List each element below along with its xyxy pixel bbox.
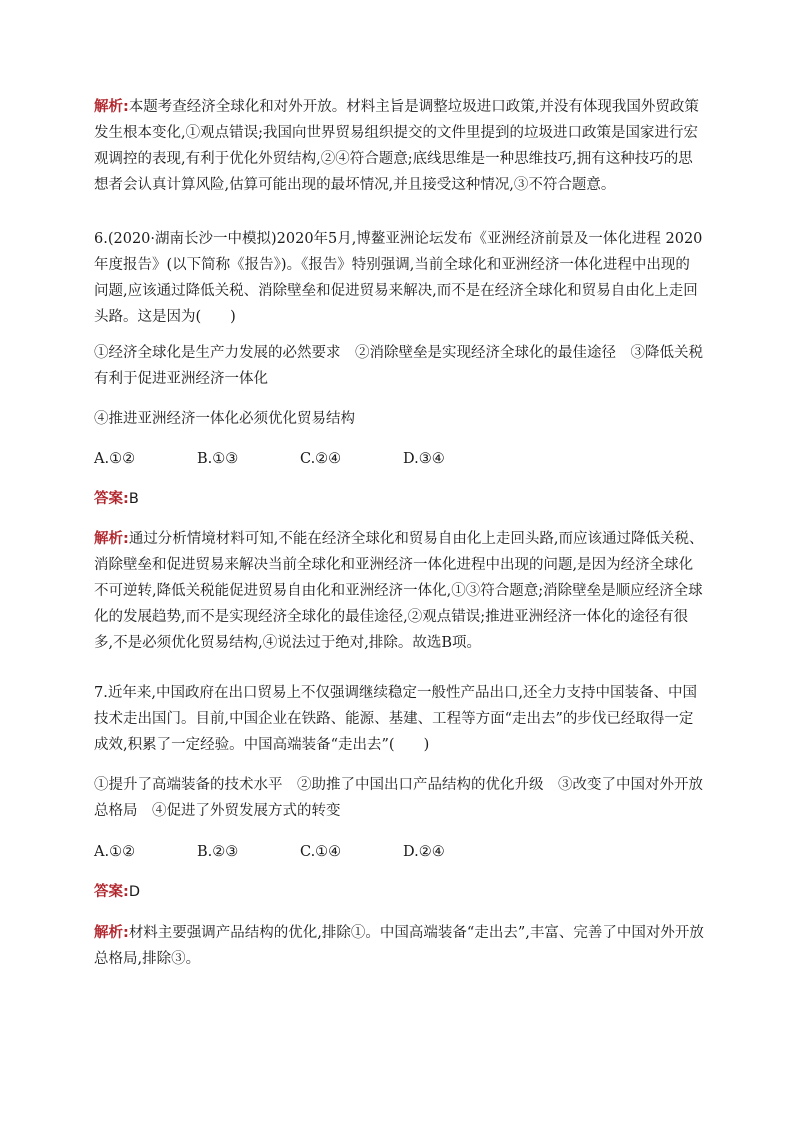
analysis-text: 通过分析情境材料可知,不能在经济全球化和贸易自由化上走回头路,而应该通过降低关税、消除壁垒和促进贸易来解决当前全球化和亚洲经济一体化进程中出现的问题,是因为经济全球化不可逆转,降低关税能促进贸易自由化和亚洲经济一体化,①③符合题意;消除壁垒是顺应经济全球化的发展趋势,而不是实现经济全球化的最佳途径,②观点错误;推进亚洲经济一体化的途径有很多,不是必须优化贸易结构,④说法过于绝对,排除。故选B项。 [94,531,704,651]
q6-option-a: A.①② [94,451,136,467]
analysis-label: 解析: [94,925,129,941]
answer-value: B [128,491,139,507]
q6-statements-line2: ④推进亚洲经济一体化必须优化贸易结构 [94,411,355,427]
answer-label: 答案: [94,491,129,507]
q7-option-a: A.①② [94,844,136,860]
q6-analysis [94,526,704,656]
q7-analysis [94,920,704,972]
q5-analysis [94,94,704,198]
q6-stem: 6.(2020·湖南长沙一中模拟)2020年5月,博鳌亚洲论坛发布《亚洲经济前景及一体化进程 2020年度报告》(以下简称《报告》)。《报告》特别强调,当前全球化和亚洲经济一体化进程中出现的问题,应该通过降低关税、消除壁垒和促进贸易来解决,而不是在经济全球化和贸易自由化上走回头路。这是因为( ) [94,231,703,325]
q6-option-b: B.①③ [197,451,239,467]
q6-option-d: D.③④ [403,451,445,467]
answer-value: D [128,884,140,900]
q6-option-c: C.②④ [300,451,342,467]
analysis-text: 本题考查经济全球化和对外开放。材料主旨是调整垃圾进口政策,并没有体现我国外贸政策发生根本变化,①观点错误;我国向世界贸易组织提交的文件里提到的垃圾进口政策是国家进行宏观调控的表现,有利于优化外贸结构,②④符合题意;底线思维是一种思维技巧,拥有这种技巧的思想者会认真计算风险,估算可能出现的最坏情况,并且接受这种情况,③不符合题意。 [94,99,699,193]
analysis-label: 解析: [94,99,129,115]
q6-options [94,446,506,472]
q7-stem: 7.近年来,中国政府在出口贸易上不仅强调继续稳定一般性产品出口,还全力支持中国装备、中国技术走出国门。目前,中国企业在铁路、能源、基建、工程等方面“走出去”的步伐已经取得一定成效,积累了一定经验。中国高端装备“走出去”( ) [94,685,698,753]
q7-option-d: D.②④ [403,844,445,860]
analysis-text: 材料主要强调产品结构的优化,排除①。中国高端装备“走出去”,丰富、完善了中国对外开放总格局,排除③。 [94,925,704,967]
q7-options [94,839,506,865]
q6-statements-line1: ①经济全球化是生产力发展的必然要求 ②消除壁垒是实现经济全球化的最佳途径 ③降低关税有利于促进亚洲经济一体化 [94,345,703,387]
q7-option-c: C.①④ [300,844,342,860]
q6-answer [94,486,704,512]
analysis-label: 解析: [94,531,129,547]
q7-statements: ①提升了高端装备的技术水平 ②助推了中国出口产品结构的优化升级 ③改变了中国对外开放总格局 ④促进了外贸发展方式的转变 [94,777,703,819]
q7-option-b: B.②③ [197,844,239,860]
q7-answer [94,879,704,905]
answer-label: 答案: [94,884,129,900]
